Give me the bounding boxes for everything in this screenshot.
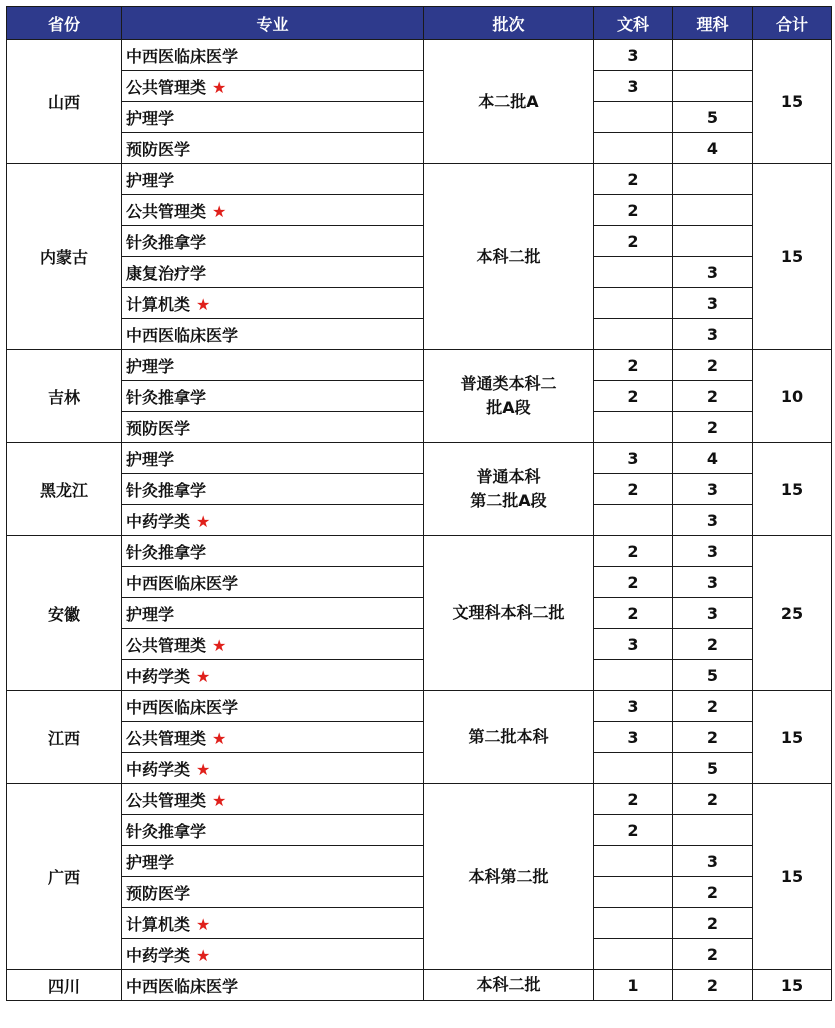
table-row: [7, 164, 832, 195]
arts-count-cell: 2: [594, 195, 673, 226]
arts-count-cell: 2: [594, 567, 673, 598]
province-cell: 黑龙江: [7, 443, 122, 536]
science-count-cell: [673, 71, 753, 102]
arts-count-cell: [594, 939, 673, 970]
science-count-cell: 2: [673, 908, 753, 939]
major-cell: [122, 381, 424, 412]
table-row: [7, 536, 832, 567]
major-cell: [122, 288, 424, 319]
arts-count-cell: 2: [594, 226, 673, 257]
star-icon: ★: [212, 790, 227, 810]
major-label: 护理学: [126, 108, 175, 128]
major-cell: [122, 195, 424, 226]
table-row: [7, 412, 832, 443]
major-cell: [122, 40, 424, 71]
star-icon: ★: [196, 511, 211, 531]
major-cell: [122, 629, 424, 660]
major-label: 中西医临床医学: [126, 46, 239, 66]
table-row: [7, 970, 832, 1001]
star-icon: ★: [196, 945, 211, 965]
major-label: 公共管理类: [126, 635, 207, 655]
science-count-cell: 2: [673, 412, 753, 443]
total-cell: 15: [753, 443, 832, 536]
table-row: [7, 102, 832, 133]
major-label: 护理学: [126, 356, 175, 376]
table-row: [7, 443, 832, 474]
major-label: 针灸推拿学: [126, 387, 207, 407]
major-cell: [122, 102, 424, 133]
science-count-cell: 3: [673, 567, 753, 598]
major-cell: [122, 536, 424, 567]
arts-count-cell: [594, 753, 673, 784]
major-label: 针灸推拿学: [126, 232, 207, 252]
science-count-cell: 2: [673, 629, 753, 660]
province-cell: 吉林: [7, 350, 122, 443]
major-label: 预防医学: [126, 139, 191, 159]
science-count-cell: 2: [673, 939, 753, 970]
table-row: [7, 567, 832, 598]
major-label: 中西医临床医学: [126, 325, 239, 345]
major-label: 中药学类: [126, 759, 191, 779]
science-count-cell: 3: [673, 288, 753, 319]
table-row: [7, 257, 832, 288]
science-count-cell: 5: [673, 102, 753, 133]
province-cell: 山西: [7, 40, 122, 164]
science-count-cell: [673, 815, 753, 846]
table-row: [7, 598, 832, 629]
table-row: [7, 505, 832, 536]
major-label: 中西医临床医学: [126, 976, 239, 996]
major-cell: [122, 970, 424, 1001]
major-cell: [122, 319, 424, 350]
total-cell: 25: [753, 536, 832, 691]
header-batch: 批次: [424, 7, 594, 40]
total-cell: 10: [753, 350, 832, 443]
arts-count-cell: [594, 877, 673, 908]
major-label: 公共管理类: [126, 728, 207, 748]
table-row: [7, 226, 832, 257]
batch-cell: 文理科本科二批: [424, 536, 594, 691]
major-cell: [122, 164, 424, 195]
table-row: [7, 288, 832, 319]
major-cell: [122, 877, 424, 908]
major-label: 计算机类: [126, 914, 191, 934]
major-cell: [122, 505, 424, 536]
table-row: [7, 753, 832, 784]
table-row: [7, 381, 832, 412]
batch-cell: 本科二批: [424, 164, 594, 350]
table-row: [7, 195, 832, 226]
arts-count-cell: 2: [594, 474, 673, 505]
arts-count-cell: 1: [594, 970, 673, 1001]
major-label: 中药学类: [126, 945, 191, 965]
major-label: 针灸推拿学: [126, 480, 207, 500]
science-count-cell: 4: [673, 443, 753, 474]
header-arts: 文科: [594, 7, 673, 40]
star-icon: ★: [196, 914, 211, 934]
table-row: [7, 908, 832, 939]
table-row: [7, 846, 832, 877]
star-icon: ★: [212, 201, 227, 221]
province-cell: 四川: [7, 970, 122, 1001]
arts-count-cell: 2: [594, 381, 673, 412]
major-label: 护理学: [126, 604, 175, 624]
table-row: [7, 474, 832, 505]
major-label: 预防医学: [126, 418, 191, 438]
arts-count-cell: 2: [594, 536, 673, 567]
arts-count-cell: [594, 288, 673, 319]
science-count-cell: [673, 195, 753, 226]
arts-count-cell: [594, 846, 673, 877]
enrollment-quota-table: [6, 6, 832, 1001]
arts-count-cell: [594, 319, 673, 350]
arts-count-cell: [594, 133, 673, 164]
science-count-cell: 3: [673, 536, 753, 567]
science-count-cell: [673, 226, 753, 257]
major-label: 中西医临床医学: [126, 573, 239, 593]
science-count-cell: 3: [673, 846, 753, 877]
arts-count-cell: [594, 412, 673, 443]
header-total: 合计: [753, 7, 832, 40]
science-count-cell: 2: [673, 784, 753, 815]
science-count-cell: 3: [673, 505, 753, 536]
batch-cell: 第二批本科: [424, 691, 594, 784]
major-cell: [122, 691, 424, 722]
batch-cell: 本科第二批: [424, 784, 594, 970]
major-label: 公共管理类: [126, 790, 207, 810]
star-icon: ★: [196, 294, 211, 314]
science-count-cell: 4: [673, 133, 753, 164]
major-label: 预防医学: [126, 883, 191, 903]
header-science: 理科: [673, 7, 753, 40]
arts-count-cell: [594, 505, 673, 536]
province-cell: 内蒙古: [7, 164, 122, 350]
major-cell: [122, 908, 424, 939]
major-label: 公共管理类: [126, 77, 207, 97]
table-row: [7, 784, 832, 815]
science-count-cell: 3: [673, 257, 753, 288]
arts-count-cell: 2: [594, 598, 673, 629]
major-cell: [122, 71, 424, 102]
major-cell: [122, 133, 424, 164]
total-cell: 15: [753, 784, 832, 970]
star-icon: ★: [212, 635, 227, 655]
science-count-cell: 3: [673, 474, 753, 505]
major-cell: [122, 939, 424, 970]
arts-count-cell: 3: [594, 443, 673, 474]
total-cell: 15: [753, 164, 832, 350]
batch-cell: 普通类本科二 批A段: [424, 350, 594, 443]
major-cell: [122, 443, 424, 474]
major-label: 护理学: [126, 170, 175, 190]
major-cell: [122, 784, 424, 815]
total-cell: 15: [753, 40, 832, 164]
science-count-cell: [673, 40, 753, 71]
major-label: 康复治疗学: [126, 263, 207, 283]
star-icon: ★: [196, 759, 211, 779]
arts-count-cell: 2: [594, 350, 673, 381]
major-cell: [122, 598, 424, 629]
batch-cell: 普通本科 第二批A段: [424, 443, 594, 536]
header-row: [7, 7, 832, 40]
major-label: 针灸推拿学: [126, 821, 207, 841]
total-cell: 15: [753, 970, 832, 1001]
arts-count-cell: 3: [594, 691, 673, 722]
science-count-cell: 2: [673, 350, 753, 381]
arts-count-cell: 3: [594, 71, 673, 102]
table-row: [7, 133, 832, 164]
science-count-cell: 2: [673, 877, 753, 908]
major-cell: [122, 846, 424, 877]
arts-count-cell: [594, 102, 673, 133]
table-row: [7, 939, 832, 970]
star-icon: ★: [212, 728, 227, 748]
arts-count-cell: [594, 660, 673, 691]
arts-count-cell: 3: [594, 722, 673, 753]
major-cell: [122, 412, 424, 443]
major-cell: [122, 474, 424, 505]
star-icon: ★: [212, 77, 227, 97]
arts-count-cell: [594, 908, 673, 939]
table-row: [7, 319, 832, 350]
major-cell: [122, 257, 424, 288]
arts-count-cell: 3: [594, 629, 673, 660]
table-row: [7, 691, 832, 722]
science-count-cell: 3: [673, 598, 753, 629]
arts-count-cell: 2: [594, 164, 673, 195]
major-cell: [122, 226, 424, 257]
science-count-cell: 2: [673, 381, 753, 412]
arts-count-cell: [594, 257, 673, 288]
arts-count-cell: 3: [594, 40, 673, 71]
major-label: 中药学类: [126, 666, 191, 686]
table-row: [7, 877, 832, 908]
science-count-cell: 5: [673, 753, 753, 784]
science-count-cell: 5: [673, 660, 753, 691]
batch-cell: 本二批A: [424, 40, 594, 164]
major-cell: [122, 350, 424, 381]
major-label: 中西医临床医学: [126, 697, 239, 717]
major-label: 公共管理类: [126, 201, 207, 221]
header-major: 专业: [122, 7, 424, 40]
province-cell: 江西: [7, 691, 122, 784]
total-cell: 15: [753, 691, 832, 784]
header-province: 省份: [7, 7, 122, 40]
table-row: [7, 660, 832, 691]
arts-count-cell: 2: [594, 815, 673, 846]
table-row: [7, 71, 832, 102]
major-label: 护理学: [126, 852, 175, 872]
province-cell: 安徽: [7, 536, 122, 691]
major-label: 中药学类: [126, 511, 191, 531]
science-count-cell: 2: [673, 970, 753, 1001]
table-row: [7, 350, 832, 381]
major-cell: [122, 660, 424, 691]
major-cell: [122, 753, 424, 784]
science-count-cell: [673, 164, 753, 195]
major-cell: [122, 567, 424, 598]
arts-count-cell: 2: [594, 784, 673, 815]
science-count-cell: 3: [673, 319, 753, 350]
table-body: [7, 40, 832, 1001]
star-icon: ★: [196, 666, 211, 686]
table-row: [7, 40, 832, 71]
table-row: [7, 629, 832, 660]
major-cell: [122, 815, 424, 846]
table-header: [7, 7, 832, 40]
province-cell: 广西: [7, 784, 122, 970]
major-label: 护理学: [126, 449, 175, 469]
table-row: [7, 722, 832, 753]
science-count-cell: 2: [673, 722, 753, 753]
major-label: 针灸推拿学: [126, 542, 207, 562]
major-cell: [122, 722, 424, 753]
major-label: 计算机类: [126, 294, 191, 314]
batch-cell: 本科二批: [424, 970, 594, 1001]
science-count-cell: 2: [673, 691, 753, 722]
table-row: [7, 815, 832, 846]
